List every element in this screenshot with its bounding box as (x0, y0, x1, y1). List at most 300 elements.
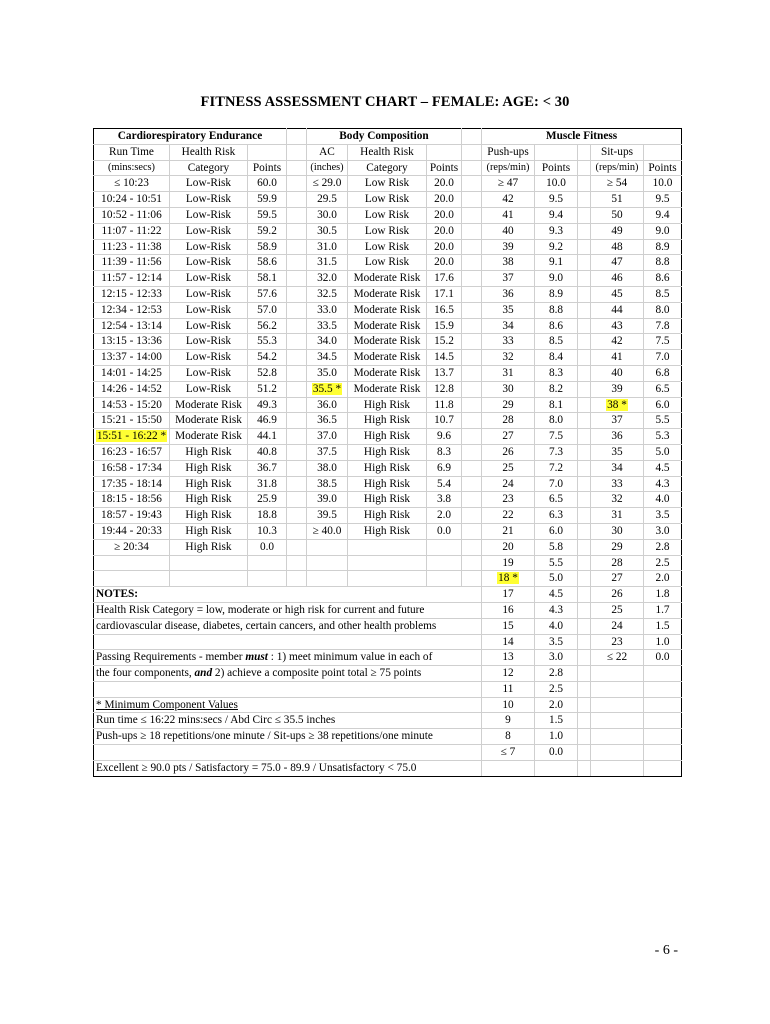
situps-cell: 26 (591, 587, 644, 603)
points-cell: 20.0 (427, 192, 462, 208)
table-cell (287, 129, 307, 145)
health-risk-cell: High Risk (348, 413, 427, 429)
health-risk-cell: Low-Risk (170, 365, 248, 381)
table-cell (578, 381, 591, 397)
table-cell (287, 413, 307, 429)
pushups-cell: 33 (482, 334, 535, 350)
health-risk-cell: Low Risk (348, 207, 427, 223)
header-category: Category (348, 160, 427, 176)
highlighted-minimum-value: 18 * (498, 572, 518, 585)
points-cell: 7.0 (535, 476, 578, 492)
situps-cell: 34 (591, 460, 644, 476)
pushups-cell: 15 (482, 618, 535, 634)
table-cell (248, 571, 287, 587)
points-cell: 9.6 (427, 429, 462, 445)
points-cell: 5.5 (644, 413, 682, 429)
table-cell (462, 381, 482, 397)
table-cell (591, 713, 644, 729)
note-line: Push-ups ≥ 18 repetitions/one minute / Sit-ups ≥ 38 repetitions/one minute (94, 729, 482, 745)
note-line: the four components, and 2) achieve a composite point total ≥ 75 points (94, 666, 482, 682)
note-line (94, 681, 482, 697)
table-cell (535, 144, 578, 160)
table-cell (462, 192, 482, 208)
health-risk-cell: Low-Risk (170, 239, 248, 255)
fitness-table (93, 128, 682, 777)
pushups-cell: 30 (482, 381, 535, 397)
table-row (94, 160, 682, 176)
pushups-cell: 32 (482, 350, 535, 366)
pushups-cell: 29 (482, 397, 535, 413)
health-risk-cell: Low-Risk (170, 176, 248, 192)
points-cell: 0.0 (427, 523, 462, 539)
health-risk-cell: Moderate Risk (348, 271, 427, 287)
health-risk-cell: Low-Risk (170, 334, 248, 350)
pushups-cell: 12 (482, 666, 535, 682)
table-cell (462, 460, 482, 476)
situps-cell: 45 (591, 286, 644, 302)
table-cell (287, 571, 307, 587)
table-cell (462, 255, 482, 271)
table-cell (170, 571, 248, 587)
situps-cell: 40 (591, 365, 644, 381)
table-cell (287, 460, 307, 476)
section-body-composition: Body Composition (307, 129, 462, 145)
table-cell (462, 523, 482, 539)
health-risk-cell: Low-Risk (170, 223, 248, 239)
table-cell (462, 571, 482, 587)
run-time-cell: 13:15 - 13:36 (94, 334, 170, 350)
situps-cell: 44 (591, 302, 644, 318)
pushups-cell: 24 (482, 476, 535, 492)
ac-cell: 38.0 (307, 460, 348, 476)
health-risk-cell: High Risk (348, 429, 427, 445)
table-row (94, 350, 682, 366)
header-points: Points (644, 160, 682, 176)
table-cell (644, 697, 682, 713)
table-cell (287, 286, 307, 302)
run-time-cell: 16:58 - 17:34 (94, 460, 170, 476)
points-cell: 15.9 (427, 318, 462, 334)
health-risk-cell: High Risk (348, 492, 427, 508)
table-cell (462, 539, 482, 555)
pushups-cell: 27 (482, 429, 535, 445)
run-time-cell: 11:57 - 12:14 (94, 271, 170, 287)
health-risk-cell: Moderate Risk (348, 365, 427, 381)
table-cell (644, 729, 682, 745)
points-cell: 49.3 (248, 397, 287, 413)
points-cell: 7.5 (535, 429, 578, 445)
run-time-cell: 11:23 - 11:38 (94, 239, 170, 255)
page-number: - 6 - (654, 943, 678, 958)
points-cell: 10.0 (535, 176, 578, 192)
ac-cell: 39.0 (307, 492, 348, 508)
table-row (94, 666, 682, 682)
table-row (94, 271, 682, 287)
health-risk-cell: Low Risk (348, 223, 427, 239)
pushups-cell: 20 (482, 539, 535, 555)
health-risk-cell: Moderate Risk (348, 334, 427, 350)
points-cell: 8.6 (535, 318, 578, 334)
table-cell (427, 539, 462, 555)
pushups-cell: 40 (482, 223, 535, 239)
points-cell: 17.6 (427, 271, 462, 287)
header-run-units: (mins:secs) (94, 160, 170, 176)
table-cell (462, 444, 482, 460)
table-cell (348, 555, 427, 571)
ac-cell: 36.0 (307, 397, 348, 413)
table-cell (462, 129, 482, 145)
points-cell: 3.5 (644, 508, 682, 524)
points-cell: 11.8 (427, 397, 462, 413)
points-cell: 8.1 (535, 397, 578, 413)
table-cell (462, 271, 482, 287)
table-row (94, 713, 682, 729)
health-risk-cell: Low Risk (348, 255, 427, 271)
points-cell: 8.3 (535, 365, 578, 381)
note-line: Excellent ≥ 90.0 pts / Satisfactory = 75.0 - 89.9 / Unsatisfactory < 75.0 (94, 760, 482, 776)
health-risk-cell: Low Risk (348, 192, 427, 208)
table-row (94, 429, 682, 445)
table-cell (578, 192, 591, 208)
points-cell: 51.2 (248, 381, 287, 397)
situps-cell: 35 (591, 444, 644, 460)
points-cell: 10.0 (644, 176, 682, 192)
points-cell: 0.0 (535, 745, 578, 761)
table-cell (578, 223, 591, 239)
health-risk-cell: Low-Risk (170, 271, 248, 287)
points-cell: 8.9 (644, 239, 682, 255)
table-cell (462, 555, 482, 571)
pushups-cell: 36 (482, 286, 535, 302)
table-cell (287, 523, 307, 539)
run-time-cell: 11:07 - 11:22 (94, 223, 170, 239)
points-cell: 5.5 (535, 555, 578, 571)
health-risk-cell: Moderate Risk (170, 397, 248, 413)
pushups-cell: 17 (482, 587, 535, 603)
points-cell: 58.9 (248, 239, 287, 255)
points-cell: 3.0 (644, 523, 682, 539)
run-time-cell: 19:44 - 20:33 (94, 523, 170, 539)
points-cell: 1.0 (644, 634, 682, 650)
table-cell (578, 681, 591, 697)
table-cell (578, 634, 591, 650)
table-cell (591, 745, 644, 761)
points-cell: 5.4 (427, 476, 462, 492)
points-cell: 3.8 (427, 492, 462, 508)
ac-cell: 36.5 (307, 413, 348, 429)
header-situps: Sit-ups (591, 144, 644, 160)
table-cell (578, 255, 591, 271)
table-cell (578, 318, 591, 334)
ac-cell: 32.0 (307, 271, 348, 287)
table-row (94, 460, 682, 476)
note-line: cardiovascular disease, diabetes, certain cancers, and other health problems (94, 618, 482, 634)
points-cell: 7.2 (535, 460, 578, 476)
ac-cell: 35.0 (307, 365, 348, 381)
points-cell: 2.0 (427, 508, 462, 524)
points-cell: 6.5 (535, 492, 578, 508)
health-risk-cell: Moderate Risk (348, 350, 427, 366)
health-risk-cell: High Risk (348, 444, 427, 460)
health-risk-cell: High Risk (348, 460, 427, 476)
table-cell (462, 350, 482, 366)
table-cell (462, 144, 482, 160)
note-line: NOTES: (94, 587, 482, 603)
health-risk-cell: Moderate Risk (348, 286, 427, 302)
ac-cell: 32.5 (307, 286, 348, 302)
pushups-cell: 35 (482, 302, 535, 318)
table-cell (578, 144, 591, 160)
health-risk-cell: Moderate Risk (348, 381, 427, 397)
situps-cell: 27 (591, 571, 644, 587)
table-cell (644, 760, 682, 776)
table-cell (462, 365, 482, 381)
points-cell: 16.5 (427, 302, 462, 318)
points-cell: 1.0 (535, 729, 578, 745)
ac-cell: 31.5 (307, 255, 348, 271)
highlighted-minimum-value: 38 * (607, 398, 627, 411)
table-cell (287, 539, 307, 555)
table-cell (578, 429, 591, 445)
table-cell (287, 334, 307, 350)
points-cell: 4.3 (535, 602, 578, 618)
table-cell (462, 318, 482, 334)
table-cell (578, 365, 591, 381)
table-cell (287, 381, 307, 397)
ac-cell: 37.0 (307, 429, 348, 445)
table-row (94, 587, 682, 603)
health-risk-cell: Low-Risk (170, 381, 248, 397)
health-risk-cell: High Risk (348, 523, 427, 539)
table-cell (644, 144, 682, 160)
table-cell (591, 760, 644, 776)
table-cell (427, 144, 462, 160)
points-cell: 36.7 (248, 460, 287, 476)
table-row (94, 192, 682, 208)
points-cell: 1.7 (644, 602, 682, 618)
table-row (94, 413, 682, 429)
highlighted-minimum-value: 35.5 * (312, 382, 342, 395)
table-cell (578, 587, 591, 603)
table-cell (578, 760, 591, 776)
situps-cell: 49 (591, 223, 644, 239)
pushups-cell: 21 (482, 523, 535, 539)
table-cell (462, 223, 482, 239)
table-row (94, 523, 682, 539)
points-cell: 54.2 (248, 350, 287, 366)
table-cell (248, 555, 287, 571)
health-risk-cell: Low-Risk (170, 350, 248, 366)
points-cell: 57.6 (248, 286, 287, 302)
table-cell (644, 745, 682, 761)
health-risk-cell: Moderate Risk (170, 413, 248, 429)
health-risk-cell: High Risk (348, 476, 427, 492)
situps-cell: 48 (591, 239, 644, 255)
pushups-cell: ≥ 47 (482, 176, 535, 192)
points-cell: 20.0 (427, 223, 462, 239)
header-run-time: Run Time (94, 144, 170, 160)
table-row (94, 760, 682, 776)
table-row (94, 239, 682, 255)
table-cell (591, 666, 644, 682)
page-title: FITNESS ASSESSMENT CHART – FEMALE: AGE: < 30 (200, 94, 570, 110)
table-cell (462, 239, 482, 255)
situps-cell: 42 (591, 334, 644, 350)
table-cell (578, 413, 591, 429)
pushups-cell: 39 (482, 239, 535, 255)
table-cell (287, 397, 307, 413)
situps-cell: 50 (591, 207, 644, 223)
pushups-cell: 8 (482, 729, 535, 745)
table-cell (170, 555, 248, 571)
health-risk-cell: Low-Risk (170, 302, 248, 318)
table-row (94, 334, 682, 350)
table-cell (591, 729, 644, 745)
situps-cell: 41 (591, 350, 644, 366)
points-cell: 8.5 (535, 334, 578, 350)
table-cell (578, 650, 591, 666)
section-muscle-fitness: Muscle Fitness (482, 129, 682, 145)
health-risk-cell: High Risk (170, 539, 248, 555)
points-cell: 10.7 (427, 413, 462, 429)
situps-cell: 46 (591, 271, 644, 287)
points-cell: 12.8 (427, 381, 462, 397)
table-cell (287, 492, 307, 508)
points-cell: 8.8 (535, 302, 578, 318)
table-cell (307, 539, 348, 555)
run-time-cell: 14:53 - 15:20 (94, 397, 170, 413)
points-cell: 18.8 (248, 508, 287, 524)
points-cell: 6.3 (535, 508, 578, 524)
points-cell: 56.2 (248, 318, 287, 334)
table-cell (287, 239, 307, 255)
table-cell (578, 571, 591, 587)
situps-cell: 47 (591, 255, 644, 271)
pushups-cell: 42 (482, 192, 535, 208)
health-risk-cell: High Risk (348, 397, 427, 413)
note-line: Passing Requirements - member must : 1) meet minimum value in each of (94, 650, 482, 666)
table-cell (482, 760, 535, 776)
points-cell: 59.9 (248, 192, 287, 208)
run-time-cell: 18:15 - 18:56 (94, 492, 170, 508)
points-cell: 2.8 (535, 666, 578, 682)
pushups-cell: 25 (482, 460, 535, 476)
situps-cell: 39 (591, 381, 644, 397)
pushups-cell: 11 (482, 681, 535, 697)
table-row (94, 176, 682, 192)
ac-cell: 34.5 (307, 350, 348, 366)
health-risk-cell: Low Risk (348, 176, 427, 192)
pushups-cell: 14 (482, 634, 535, 650)
table-row (94, 255, 682, 271)
points-cell: 8.2 (535, 381, 578, 397)
ac-cell: 33.0 (307, 302, 348, 318)
table-cell (578, 729, 591, 745)
situps-cell (591, 397, 644, 413)
points-cell: 8.9 (535, 286, 578, 302)
situps-cell: 29 (591, 539, 644, 555)
table-cell (287, 444, 307, 460)
points-cell: 2.5 (535, 681, 578, 697)
table-cell (578, 444, 591, 460)
table-row (94, 571, 682, 587)
points-cell: 8.4 (535, 350, 578, 366)
table-row (94, 634, 682, 650)
table-cell (287, 255, 307, 271)
table-row (94, 444, 682, 460)
table-cell (307, 571, 348, 587)
situps-cell: 23 (591, 634, 644, 650)
health-risk-cell: Moderate Risk (348, 302, 427, 318)
points-cell: 4.0 (644, 492, 682, 508)
ac-cell: 38.5 (307, 476, 348, 492)
header-health-risk: Health Risk (348, 144, 427, 160)
table-cell (578, 350, 591, 366)
run-time-cell: 12:54 - 13:14 (94, 318, 170, 334)
points-cell: 57.0 (248, 302, 287, 318)
table-cell (348, 571, 427, 587)
pushups-cell: 34 (482, 318, 535, 334)
run-time-cell: 12:34 - 12:53 (94, 302, 170, 318)
table-cell (348, 539, 427, 555)
table-row (94, 508, 682, 524)
situps-cell: 37 (591, 413, 644, 429)
pushups-cell: 22 (482, 508, 535, 524)
header-ac-units: (inches) (307, 160, 348, 176)
highlighted-minimum-value: 15:51 - 16:22 * (96, 430, 167, 443)
run-time-cell: 11:39 - 11:56 (94, 255, 170, 271)
health-risk-cell: High Risk (170, 444, 248, 460)
header-ac: AC (307, 144, 348, 160)
run-time-cell: 14:01 - 14:25 (94, 365, 170, 381)
points-cell: 7.0 (644, 350, 682, 366)
points-cell: 4.5 (644, 460, 682, 476)
points-cell: 46.9 (248, 413, 287, 429)
table-row (94, 397, 682, 413)
run-time-cell: 10:52 - 11:06 (94, 207, 170, 223)
points-cell: 2.0 (535, 697, 578, 713)
ac-cell: 33.5 (307, 318, 348, 334)
run-time-cell: 12:15 - 12:33 (94, 286, 170, 302)
situps-cell: ≤ 22 (591, 650, 644, 666)
situps-cell: ≥ 54 (591, 176, 644, 192)
ac-cell (307, 381, 348, 397)
health-risk-cell: Low-Risk (170, 318, 248, 334)
section-cardio: Cardiorespiratory Endurance (94, 129, 287, 145)
points-cell: 5.8 (535, 539, 578, 555)
run-time-cell (94, 429, 170, 445)
points-cell: 9.1 (535, 255, 578, 271)
situps-cell: 33 (591, 476, 644, 492)
pushups-cell: ≤ 7 (482, 745, 535, 761)
table-cell (427, 555, 462, 571)
points-cell: 25.9 (248, 492, 287, 508)
table-cell (578, 745, 591, 761)
table-row (94, 492, 682, 508)
table-row (94, 144, 682, 160)
points-cell: 8.6 (644, 271, 682, 287)
table-cell (94, 571, 170, 587)
health-risk-cell: High Risk (170, 492, 248, 508)
situps-cell: 32 (591, 492, 644, 508)
header-health-risk: Health Risk (170, 144, 248, 160)
points-cell: 55.3 (248, 334, 287, 350)
pushups-cell: 41 (482, 207, 535, 223)
points-cell: 4.0 (535, 618, 578, 634)
header-points: Points (535, 160, 578, 176)
points-cell: 6.9 (427, 460, 462, 476)
table-cell (578, 666, 591, 682)
